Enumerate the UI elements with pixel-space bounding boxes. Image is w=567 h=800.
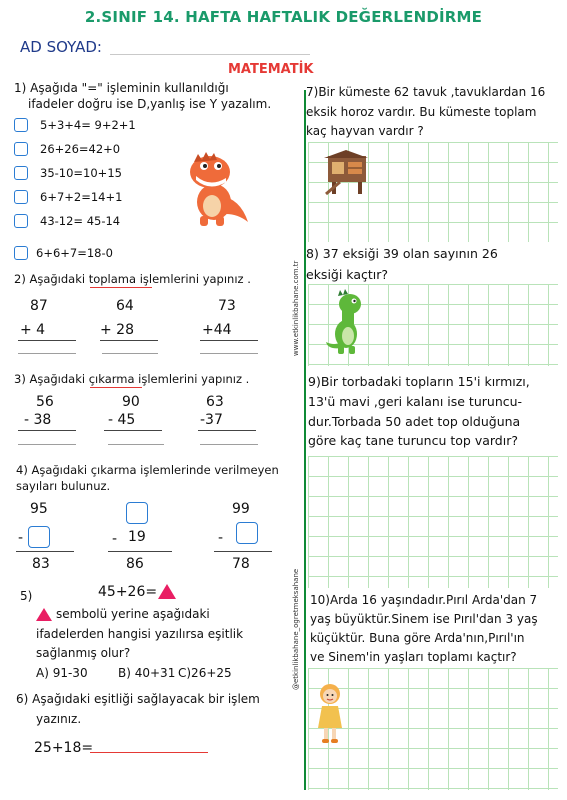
q4-op2-bottom: 19 bbox=[128, 529, 146, 545]
watermark-instagram: @etkinlikbahane_ogretmeksahane bbox=[292, 568, 300, 690]
q2-op3-bottom: +44 bbox=[202, 322, 232, 338]
q6-equation: 25+18= bbox=[34, 740, 94, 756]
q5-equation: 45+26= bbox=[98, 584, 158, 600]
q10-line-3: küçüktür. Buna göre Arda'nın,Pırıl'ın bbox=[310, 631, 525, 645]
q10-line-1: 10)Arda 16 yaşındadır.Pırıl Arda'dan 7 bbox=[310, 593, 538, 607]
q2-op3-top: 73 bbox=[218, 298, 236, 314]
q10-line-4: ve Sinem'in yaşları toplamı kaçtır? bbox=[310, 650, 517, 664]
q6-line-1: 6) Aşağıdaki eşitliği sağlayacak bir işlem bbox=[16, 692, 260, 706]
q2-op2-answer-line[interactable] bbox=[102, 353, 158, 354]
q4-op3-rule bbox=[214, 551, 272, 552]
chicken-coop-illustration bbox=[322, 150, 370, 196]
q5-option-a[interactable]: A) 91-30 bbox=[36, 666, 88, 680]
q2-op1-answer-line[interactable] bbox=[18, 353, 76, 354]
page-title: 2.SINIF 14. HAFTA HAFTALIK DEĞERLENDİRME bbox=[84, 8, 483, 26]
q3-op1-top: 56 bbox=[36, 394, 54, 410]
q2-op2-bottom: + 28 bbox=[100, 322, 134, 338]
triangle-symbol-icon bbox=[158, 584, 176, 599]
q4-op2-blank-box[interactable] bbox=[126, 502, 148, 524]
q9-line-4: göre kaç tane turuncu top vardır? bbox=[308, 433, 518, 448]
q1-item-4: 6+7+2=14+1 bbox=[40, 190, 123, 204]
q7-line-1: 7)Bir kümeste 62 tavuk ,tavuklardan 16 bbox=[306, 85, 546, 99]
q6-line-2: yazınız. bbox=[36, 712, 82, 726]
q9-answer-grid[interactable] bbox=[308, 456, 558, 588]
subject-title: MATEMATİK bbox=[228, 62, 314, 77]
q4-op2-result: 86 bbox=[126, 556, 144, 572]
q2-op3-answer-line[interactable] bbox=[200, 353, 258, 354]
q1-checkbox-3[interactable] bbox=[14, 166, 28, 180]
q4-op1-rule bbox=[16, 551, 74, 552]
q10-line-2: yaş büyüktür.Sinem ise Pırıl'dan 3 yaş bbox=[310, 612, 538, 626]
q1-prompt-1: 1) Aşağıda "=" işleminin kullanıldığı bbox=[14, 81, 229, 95]
q3-op1-rule bbox=[18, 430, 76, 431]
q1-checkbox-4[interactable] bbox=[14, 190, 28, 204]
q2-op1-bottom: + 4 bbox=[20, 322, 46, 338]
q9-line-3: dur.Torbada 50 adet top olduğuna bbox=[308, 414, 521, 429]
column-divider bbox=[304, 90, 306, 790]
q4-prompt-2: sayıları bulunuz. bbox=[16, 479, 111, 493]
q1-item-5: 43-12= 45-14 bbox=[40, 214, 121, 228]
q5-number: 5) bbox=[20, 589, 33, 603]
q4-op1-top: 95 bbox=[30, 501, 48, 517]
q4-op3-blank-box[interactable] bbox=[236, 522, 258, 544]
q4-op3-top: 99 bbox=[232, 501, 250, 517]
q2-op3-rule bbox=[200, 340, 258, 341]
q3-op3-top: 63 bbox=[206, 394, 224, 410]
q5-line-2: ifadelerden hangisi yazılırsa eşitlik bbox=[36, 627, 244, 641]
q4-prompt-1: 4) Aşağıdaki çıkarma işlemlerinde verilmeyen bbox=[16, 463, 279, 477]
q2-op1-top: 87 bbox=[30, 298, 48, 314]
q7-line-3: kaç hayvan vardır ? bbox=[306, 124, 424, 138]
q5-line-3: sağlanmış olur? bbox=[36, 646, 131, 660]
q6-answer-line[interactable] bbox=[90, 752, 208, 753]
q1-item-2: 26+26=42+0 bbox=[40, 142, 121, 156]
q3-op2-top: 90 bbox=[122, 394, 140, 410]
q2-op2-rule bbox=[100, 340, 158, 341]
watermark-site: www.etkinlikbahane.com.tr bbox=[292, 260, 300, 356]
q1-prompt-2: ifadeler doğru ise D,yanlış ise Y yazalım. bbox=[28, 97, 272, 111]
q1-checkbox-5[interactable] bbox=[14, 214, 28, 228]
q3-op1-bottom: - 38 bbox=[24, 412, 52, 428]
q1-item-1: 5+3+4= 9+2+1 bbox=[40, 118, 136, 132]
q4-op1-result: 83 bbox=[32, 556, 50, 572]
q1-checkbox-2[interactable] bbox=[14, 142, 28, 156]
q5-line-1: sembolü yerine aşağıdaki bbox=[56, 607, 210, 621]
q9-line-2: 13'ü mavi ,geri kalanı ise turuncu- bbox=[308, 394, 523, 409]
q3-op3-rule bbox=[198, 430, 256, 431]
q4-op1-minus: - bbox=[18, 530, 24, 546]
q10-answer-grid[interactable] bbox=[308, 668, 558, 790]
q2-op2-top: 64 bbox=[116, 298, 134, 314]
q2-prompt: 2) Aşağıdaki toplama işlemlerini yapınız . bbox=[14, 272, 251, 286]
q1-item-6: 6+6+7=18-0 bbox=[36, 246, 113, 260]
q3-underline bbox=[90, 387, 142, 388]
q4-op1-blank-box[interactable] bbox=[28, 526, 50, 548]
green-dinosaur-illustration bbox=[326, 288, 366, 356]
q3-op2-rule bbox=[104, 430, 162, 431]
q2-underline bbox=[90, 287, 152, 288]
q3-op3-answer-line[interactable] bbox=[200, 444, 258, 445]
q3-prompt: 3) Aşağıdaki çıkarma işlemlerini yapınız . bbox=[14, 372, 250, 386]
triangle-symbol-icon bbox=[36, 608, 52, 621]
q3-op3-bottom: -37 bbox=[200, 412, 223, 428]
q7-line-2: eksik horoz vardır. Bu kümeste toplam bbox=[306, 105, 537, 119]
q1-checkbox-1[interactable] bbox=[14, 118, 28, 132]
q8-line-2: eksiği kaçtır? bbox=[306, 267, 388, 282]
q1-item-3: 35-10=10+15 bbox=[40, 166, 122, 180]
q5-option-b[interactable]: B) 40+31 bbox=[118, 666, 176, 680]
q4-op2-rule bbox=[108, 551, 172, 552]
name-label: AD SOYAD: bbox=[20, 38, 102, 56]
q3-op1-answer-line[interactable] bbox=[18, 444, 76, 445]
q9-line-1: 9)Bir torbadaki topların 15'i kırmızı, bbox=[308, 374, 530, 389]
orange-dinosaur-illustration bbox=[182, 148, 256, 232]
girl-illustration bbox=[316, 682, 344, 744]
q8-line-1: 8) 37 eksiği 39 olan sayının 26 bbox=[306, 246, 498, 261]
q3-op2-bottom: - 45 bbox=[108, 412, 136, 428]
name-line[interactable] bbox=[110, 54, 310, 55]
q3-op2-answer-line[interactable] bbox=[108, 444, 164, 445]
q2-op1-rule bbox=[18, 340, 76, 341]
q4-op2-minus: - bbox=[112, 531, 118, 547]
q1-checkbox-6[interactable] bbox=[14, 246, 28, 260]
q4-op3-result: 78 bbox=[232, 556, 250, 572]
q5-option-c[interactable]: C)26+25 bbox=[178, 666, 232, 680]
q4-op3-minus: - bbox=[218, 530, 224, 546]
